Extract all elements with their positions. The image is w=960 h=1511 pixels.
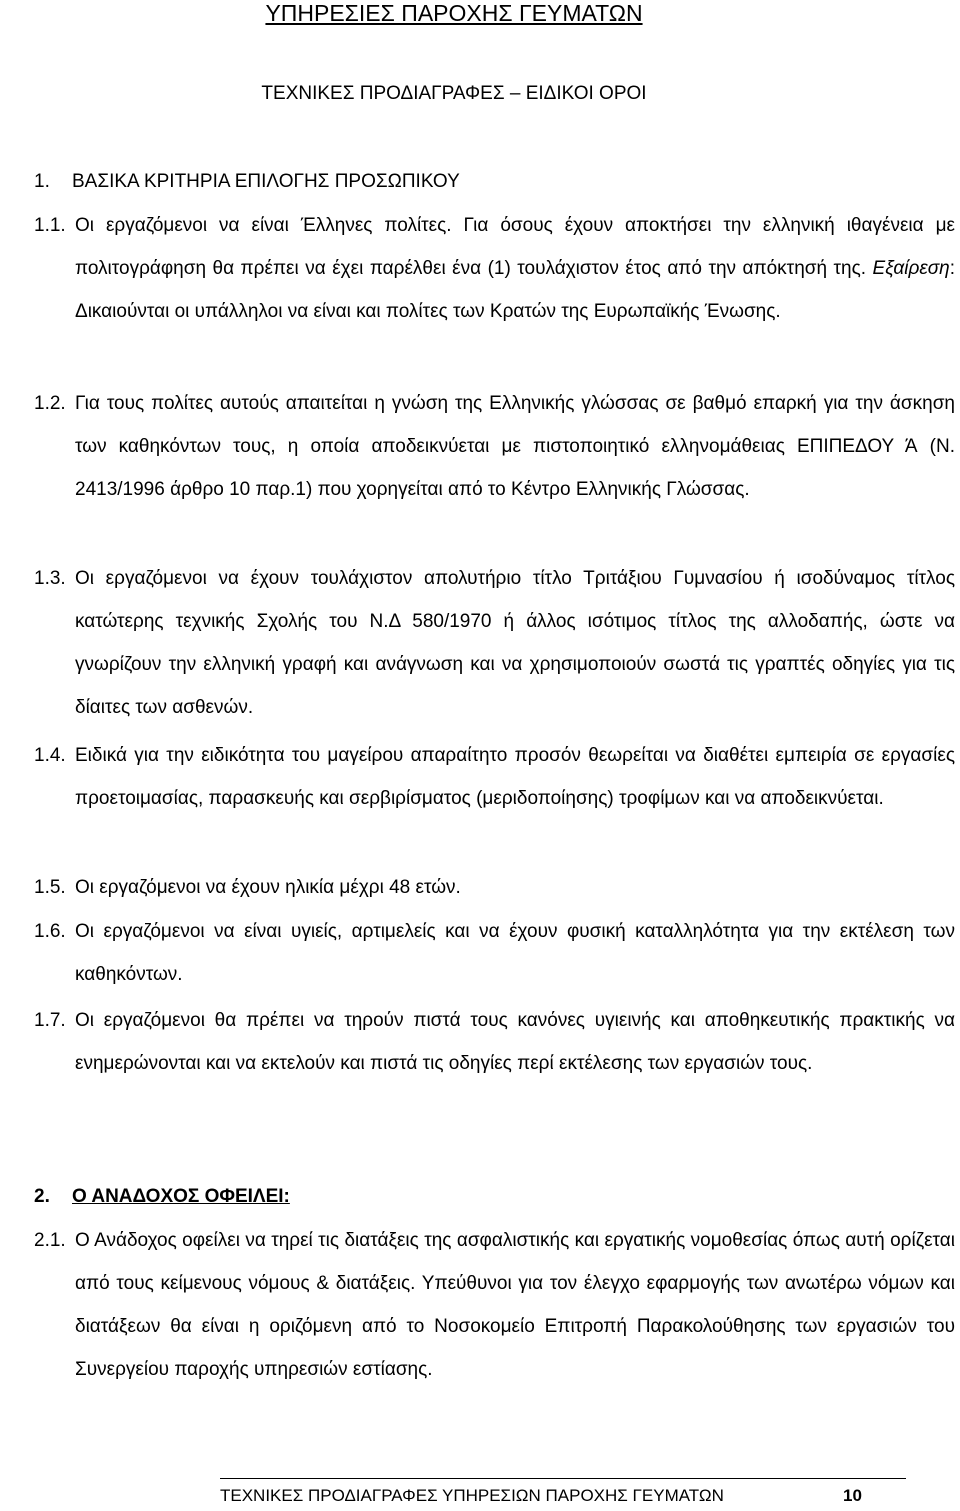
item-number: 1.3.	[34, 568, 66, 589]
section-1-heading	[34, 171, 460, 193]
list-item	[34, 1219, 955, 1391]
item-number: 1.1.	[34, 215, 66, 236]
item-text: Για τους πολίτες αυτούς απαιτείται η γνώση της Ελληνικής γλώσσας σε βαθμό επαρκή για την άσκηση των καθηκόντων τους, η οποία αποδεικνύεται με πιστοποιητικό ελληνομάθειας ΕΠΙΠΕΔΟΥ Ά (Ν. 2413/1996 άρθρο 10 παρ.1) που χορηγείται από το Κέντρο Ελληνικής Γλώσσας.	[75, 393, 955, 500]
item-number: 1.2.	[34, 393, 66, 414]
list-item	[34, 204, 955, 333]
section-number: 1.	[34, 171, 50, 192]
item-text: Ειδικά για την ειδικότητα του μαγείρου απαραίτητο προσόν θεωρείται να διαθέτει εμπειρία σε εργασίες προετοιμασίας, παρασκευής και σερβιρίσματος (μεριδοποίησης) τροφίμων και να αποδεικνύεται.	[75, 745, 955, 809]
list-item	[34, 734, 955, 820]
exception-label: Εξαίρεση	[872, 258, 950, 279]
document-title: ΥΠΗΡΕΣΙΕΣ ΠΑΡΟΧΗΣ ΓΕΥΜΑΤΩΝ	[265, 0, 643, 26]
item-number: 1.4.	[34, 745, 66, 766]
item-number: 1.7.	[34, 1010, 66, 1031]
item-number: 2.1.	[34, 1230, 66, 1251]
section-2-heading	[34, 1186, 290, 1208]
list-item	[34, 866, 955, 909]
section-title: ΒΑΣΙΚΑ ΚΡΙΤΗΡΙΑ ΕΠΙΛΟΓΗΣ ΠΡΟΣΩΠΙΚΟΥ	[72, 171, 460, 192]
list-item	[34, 557, 955, 729]
exception-text: : Δικαιούνται οι υπάλληλοι να είναι και πολίτες των Κρατών της Ευρωπαϊκής Ένωσης.	[75, 258, 955, 322]
list-item	[34, 382, 955, 511]
document-subtitle: ΤΕΧΝΙΚΕΣ ΠΡΟΔΙΑΓΡΑΦΕΣ – ΕΙΔΙΚΟΙ ΟΡΟΙ	[261, 83, 647, 104]
item-number: 1.5.	[34, 877, 66, 898]
item-text: Οι εργαζόμενοι να είναι υγιείς, αρτιμελείς και να έχουν φυσική καταλληλότητα για την εκτέλεση των καθηκόντων.	[75, 921, 955, 985]
item-text: Οι εργαζόμενοι να έχουν ηλικία μέχρι 48 ετών.	[75, 877, 461, 898]
item-text	[75, 204, 955, 333]
item-text: Οι εργαζόμενοι θα πρέπει να τηρούν πιστά τους κανόνες υγιεινής και αποθηκευτικής πρακτικής να ενημερώνονται και να εκτελούν και πιστά τις οδηγίες περί εκτέλεσης των εργασιών τους.	[75, 1010, 955, 1074]
list-item	[34, 999, 955, 1085]
section-number: 2.	[34, 1186, 50, 1207]
item-main-text: Οι εργαζόμενοι να είναι Έλληνες πολίτες. Για όσους έχουν αποκτήσει την ελληνική ιθαγένεια με πολιτογράφηση θα πρέπει να έχει παρέλθει ένα (1) τουλάχιστον έτος από την απόκτησή της.	[75, 215, 955, 279]
section-title: Ο ΑΝΑΔΟΧΟΣ ΟΦΕΙΛΕΙ:	[72, 1186, 290, 1207]
list-item	[34, 910, 955, 996]
item-number: 1.6.	[34, 921, 66, 942]
item-text: Ο Ανάδοχος οφείλει να τηρεί τις διατάξεις της ασφαλιστικής και εργατικής νομοθεσίας όπως αυτή ορίζεται από τους κείμενους νόμους & διατάξεις. Υπεύθυνοι για τον έλεγχο εφαρμογής των ανωτέρω νόμων και διατάξεων θα είναι η οριζόμενη από το Νοσοκομείο Επιτροπή Παρακολούθησης των εργασιών του Συνεργείου παροχής υπηρεσιών εστίασης.	[75, 1230, 955, 1380]
footer-text: ΤΕΧΝΙΚΕΣ ΠΡΟΔΙΑΓΡΑΦΕΣ ΥΠΗΡΕΣΙΩΝ ΠΑΡΟΧΗΣ ΓΕΥΜΑΤΩΝ	[220, 1486, 724, 1505]
footer-divider	[220, 1478, 906, 1479]
page-number: 10	[843, 1486, 862, 1505]
item-text: Οι εργαζόμενοι να έχουν τουλάχιστον απολυτήριο τίτλο Τριτάξιου Γυμνασίου ή ισοδύναμος τίτλος κατώτερης τεχνικής Σχολής του Ν.Δ 580/1970 ή άλλος ισότιμος τίτλος της αλλοδαπής, ώστε να γνωρίζουν την ελληνική γραφή και ανάγνωση και να χρησιμοποιούν σωστά τις γραπτές οδηγίες για τις δίαιτες των ασθενών.	[75, 568, 955, 718]
